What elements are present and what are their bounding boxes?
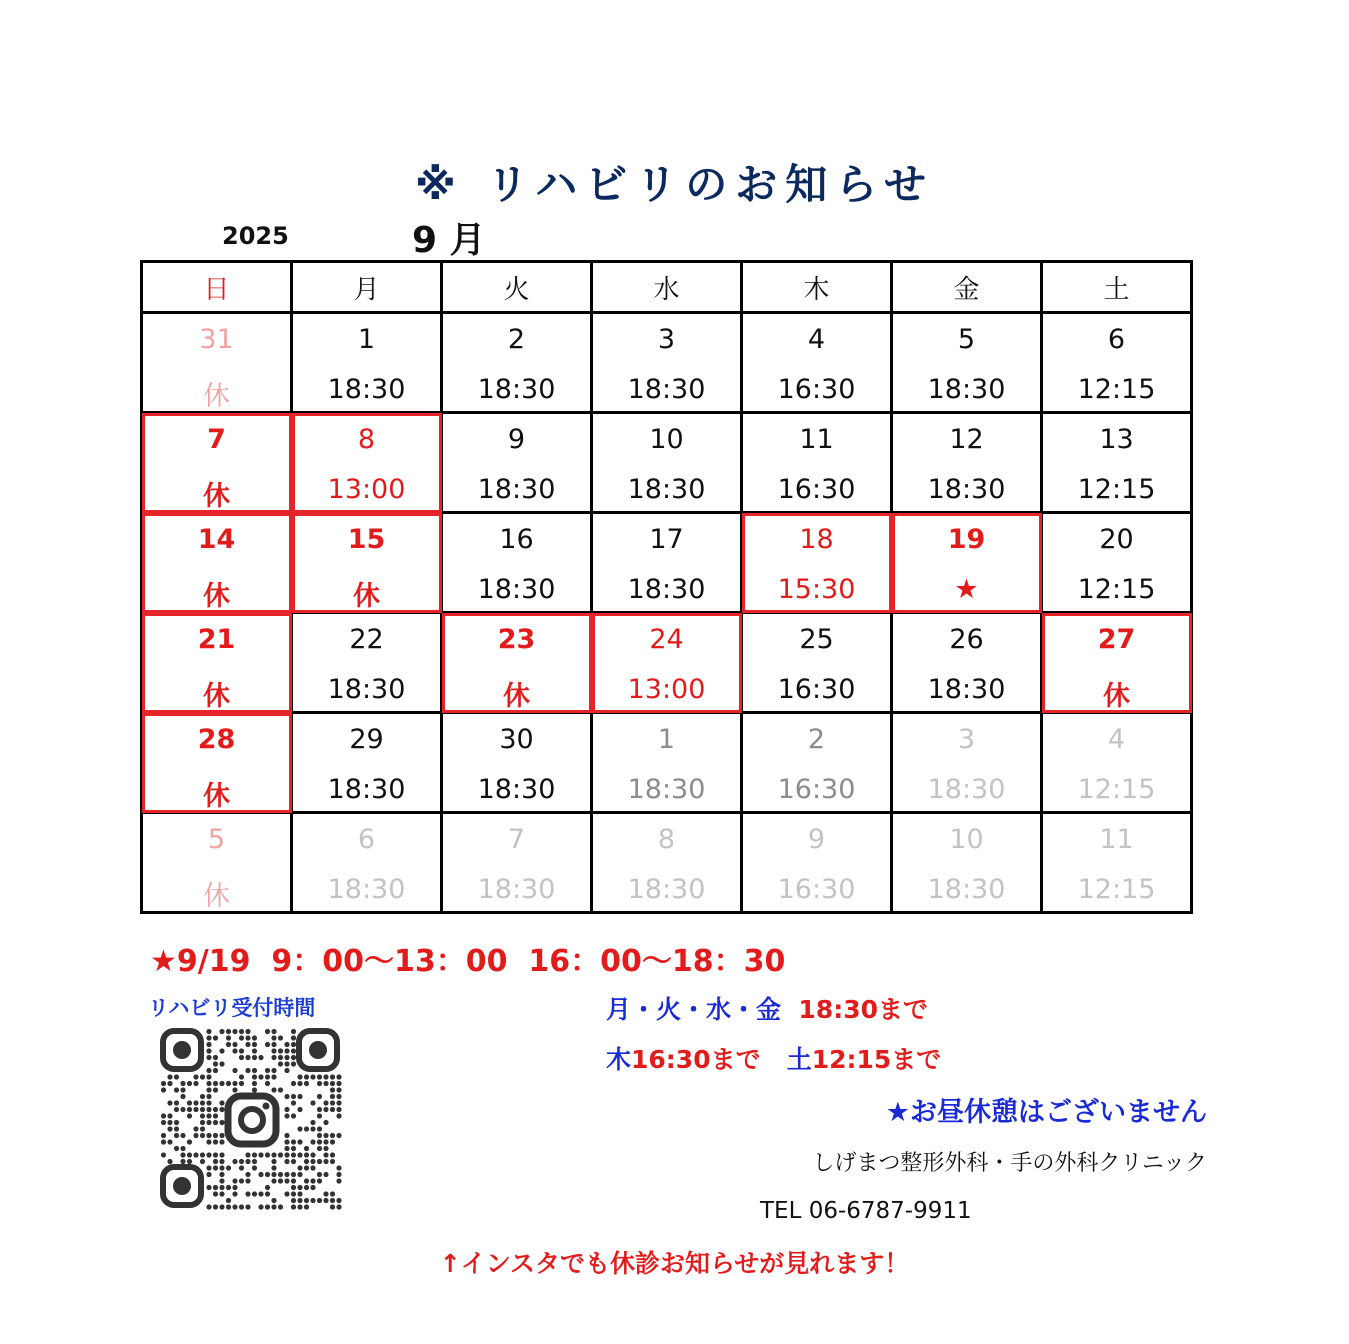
day-hours: 18:30 xyxy=(627,874,706,905)
day-hours: 18:30 xyxy=(477,774,556,805)
weekday-header: 火 xyxy=(442,262,592,313)
clinic-name: しげまつ整形外科・手の外科クリニック xyxy=(812,1151,1207,1176)
day-number: 20 xyxy=(1099,524,1134,555)
calendar-day-cell xyxy=(442,713,592,813)
weekday-header: 木 xyxy=(742,262,892,313)
calendar-day-cell xyxy=(892,513,1042,613)
day-number: 23 xyxy=(497,624,536,655)
calendar-day-cell xyxy=(1042,613,1192,713)
calendar-day-cell xyxy=(142,613,292,713)
day-hours: 16:30 xyxy=(777,774,856,805)
day-hours: 18:30 xyxy=(327,674,406,705)
calendar-week-row xyxy=(142,313,1192,413)
calendar-day-cell xyxy=(742,413,892,513)
calendar-day-cell xyxy=(892,713,1042,813)
day-hours: 12:15 xyxy=(1077,374,1156,405)
calendar-day-cell xyxy=(292,813,442,913)
day-number: 29 xyxy=(349,724,384,755)
calendar-day-cell xyxy=(1042,813,1192,913)
calendar-day-cell xyxy=(442,613,592,713)
calendar-day-cell xyxy=(592,513,742,613)
day-hours: 18:30 xyxy=(627,474,706,505)
day-hours: 16:30 xyxy=(777,474,856,505)
calendar-day-cell xyxy=(1042,313,1192,413)
calendar-week-row xyxy=(142,413,1192,513)
calendar-day-cell xyxy=(1042,513,1192,613)
weekday-header: 月 xyxy=(292,262,442,313)
calendar-day-cell xyxy=(592,613,742,713)
calendar-day-cell xyxy=(292,313,442,413)
page-title: ※ リハビリのお知らせ xyxy=(415,160,934,209)
calendar-day-cell xyxy=(892,313,1042,413)
instagram-qr-code[interactable] xyxy=(160,1028,344,1212)
day-hours: 休 xyxy=(203,481,230,512)
hours-thursday-time: 16:30まで xyxy=(631,1045,761,1074)
calendar-day-cell xyxy=(892,413,1042,513)
day-hours: 18:30 xyxy=(927,774,1006,805)
day-number: 1 xyxy=(657,724,676,755)
day-hours: 18:30 xyxy=(927,674,1006,705)
day-number: 25 xyxy=(799,624,834,655)
day-number: 8 xyxy=(657,824,676,855)
day-number: 9 xyxy=(807,824,826,855)
weekday-header: 日 xyxy=(142,262,292,313)
calendar-day-cell xyxy=(742,813,892,913)
hours-line-1 xyxy=(606,990,928,1026)
day-hours: 13:00 xyxy=(327,474,406,505)
calendar-day-cell xyxy=(592,413,742,513)
day-hours: 18:30 xyxy=(927,374,1006,405)
day-number: 31 xyxy=(199,324,234,355)
calendar-day-cell xyxy=(742,513,892,613)
calendar-day-cell xyxy=(442,313,592,413)
calendar-day-cell xyxy=(142,813,292,913)
day-hours: 12:15 xyxy=(1077,574,1156,605)
day-number: 10 xyxy=(949,824,984,855)
day-hours: 休 xyxy=(1103,681,1130,712)
day-number: 28 xyxy=(197,724,236,755)
calendar-day-cell xyxy=(442,513,592,613)
day-hours: 18:30 xyxy=(477,874,556,905)
day-number: 17 xyxy=(649,524,684,555)
calendar-body xyxy=(142,313,1192,913)
day-hours: 18:30 xyxy=(627,774,706,805)
day-number: 8 xyxy=(357,424,376,455)
day-hours: 18:30 xyxy=(627,574,706,605)
day-hours: ★ xyxy=(954,574,979,605)
calendar-day-cell xyxy=(442,813,592,913)
day-number: 15 xyxy=(347,524,386,555)
calendar-day-cell xyxy=(592,813,742,913)
hours-saturday: 土 xyxy=(760,1045,812,1074)
day-number: 3 xyxy=(957,724,976,755)
day-hours: 休 xyxy=(203,381,230,412)
day-hours: 休 xyxy=(203,881,230,912)
calendar-day-cell xyxy=(1042,713,1192,813)
day-number: 19 xyxy=(947,524,986,555)
day-hours: 16:30 xyxy=(777,674,856,705)
month-label: 9 月 xyxy=(412,220,486,261)
calendar-day-cell xyxy=(142,713,292,813)
day-hours: 18:30 xyxy=(327,874,406,905)
instagram-note: ↑インスタでも休診お知らせが見れます！ xyxy=(439,1249,910,1278)
day-hours: 18:30 xyxy=(477,574,556,605)
hours-line-2 xyxy=(606,1040,941,1076)
day-number: 7 xyxy=(207,424,226,455)
calendar-table xyxy=(140,260,1193,914)
day-number: 10 xyxy=(649,424,684,455)
qr-label: リハビリ受付時間 xyxy=(148,996,316,1020)
day-hours: 休 xyxy=(203,581,230,612)
day-number: 16 xyxy=(499,524,534,555)
calendar-week-row xyxy=(142,813,1192,913)
hours-thursday: 木 xyxy=(606,1045,632,1074)
day-hours: 15:30 xyxy=(777,574,856,605)
day-number: 13 xyxy=(1099,424,1134,455)
weekday-header-row xyxy=(142,262,1192,313)
day-hours: 18:30 xyxy=(327,374,406,405)
day-hours: 12:15 xyxy=(1077,774,1156,805)
calendar-day-cell xyxy=(292,413,442,513)
day-number: 1 xyxy=(357,324,376,355)
calendar-day-cell xyxy=(742,313,892,413)
day-number: 2 xyxy=(807,724,826,755)
calendar-week-row xyxy=(142,613,1192,713)
day-hours: 16:30 xyxy=(777,874,856,905)
day-hours: 18:30 xyxy=(627,374,706,405)
weekday-header: 土 xyxy=(1042,262,1192,313)
day-hours: 12:15 xyxy=(1077,474,1156,505)
day-number: 21 xyxy=(197,624,236,655)
calendar-day-cell xyxy=(292,613,442,713)
year-label: 2025 xyxy=(222,222,289,250)
day-hours: 18:30 xyxy=(477,374,556,405)
calendar-day-cell xyxy=(292,513,442,613)
day-hours: 休 xyxy=(203,781,230,812)
day-hours: 13:00 xyxy=(627,674,706,705)
day-number: 26 xyxy=(949,624,984,655)
day-hours: 12:15 xyxy=(1077,874,1156,905)
calendar-day-cell xyxy=(142,413,292,513)
day-number: 14 xyxy=(197,524,236,555)
day-number: 11 xyxy=(1099,824,1134,855)
calendar-week-row xyxy=(142,513,1192,613)
day-number: 2 xyxy=(507,324,526,355)
day-hours: 18:30 xyxy=(477,474,556,505)
qr-code-icon xyxy=(160,1028,344,1212)
calendar-day-cell xyxy=(142,513,292,613)
day-number: 22 xyxy=(349,624,384,655)
special-hours-note: ★9/19 9：00～13：00 16：00～18：30 xyxy=(150,944,786,979)
day-number: 6 xyxy=(1107,324,1126,355)
calendar-day-cell xyxy=(592,713,742,813)
day-hours: 18:30 xyxy=(927,474,1006,505)
calendar-week-row xyxy=(142,713,1192,813)
day-number: 7 xyxy=(507,824,526,855)
weekday-header: 水 xyxy=(592,262,742,313)
day-hours: 18:30 xyxy=(327,774,406,805)
calendar-day-cell xyxy=(442,413,592,513)
hours-weekdays: 月・火・水・金 xyxy=(606,995,799,1024)
no-lunch-break-note: ★お昼休憩はございません xyxy=(885,1097,1207,1128)
day-number: 5 xyxy=(957,324,976,355)
day-number: 18 xyxy=(799,524,834,555)
day-hours: 16:30 xyxy=(777,374,856,405)
calendar-day-cell xyxy=(742,713,892,813)
calendar-day-cell xyxy=(892,813,1042,913)
hours-weekdays-time: 18:30まで xyxy=(798,995,928,1024)
day-number: 11 xyxy=(799,424,834,455)
day-number: 12 xyxy=(949,424,984,455)
day-number: 27 xyxy=(1097,624,1136,655)
day-number: 6 xyxy=(357,824,376,855)
day-hours: 休 xyxy=(503,681,530,712)
calendar-day-cell xyxy=(142,313,292,413)
day-number: 3 xyxy=(657,324,676,355)
hours-saturday-time: 12:15まで xyxy=(811,1045,942,1074)
day-hours: 18:30 xyxy=(927,874,1006,905)
day-hours: 休 xyxy=(203,681,230,712)
day-number: 9 xyxy=(507,424,526,455)
day-number: 4 xyxy=(1107,724,1126,755)
calendar-day-cell xyxy=(892,613,1042,713)
calendar-day-cell xyxy=(292,713,442,813)
day-hours: 休 xyxy=(353,581,380,612)
day-number: 30 xyxy=(499,724,534,755)
calendar-day-cell xyxy=(592,313,742,413)
day-number: 24 xyxy=(649,624,684,655)
weekday-header: 金 xyxy=(892,262,1042,313)
day-number: 4 xyxy=(807,324,826,355)
calendar-day-cell xyxy=(742,613,892,713)
telephone: TEL 06-6787-9911 xyxy=(760,1198,972,1224)
day-number: 5 xyxy=(207,824,226,855)
calendar-day-cell xyxy=(1042,413,1192,513)
